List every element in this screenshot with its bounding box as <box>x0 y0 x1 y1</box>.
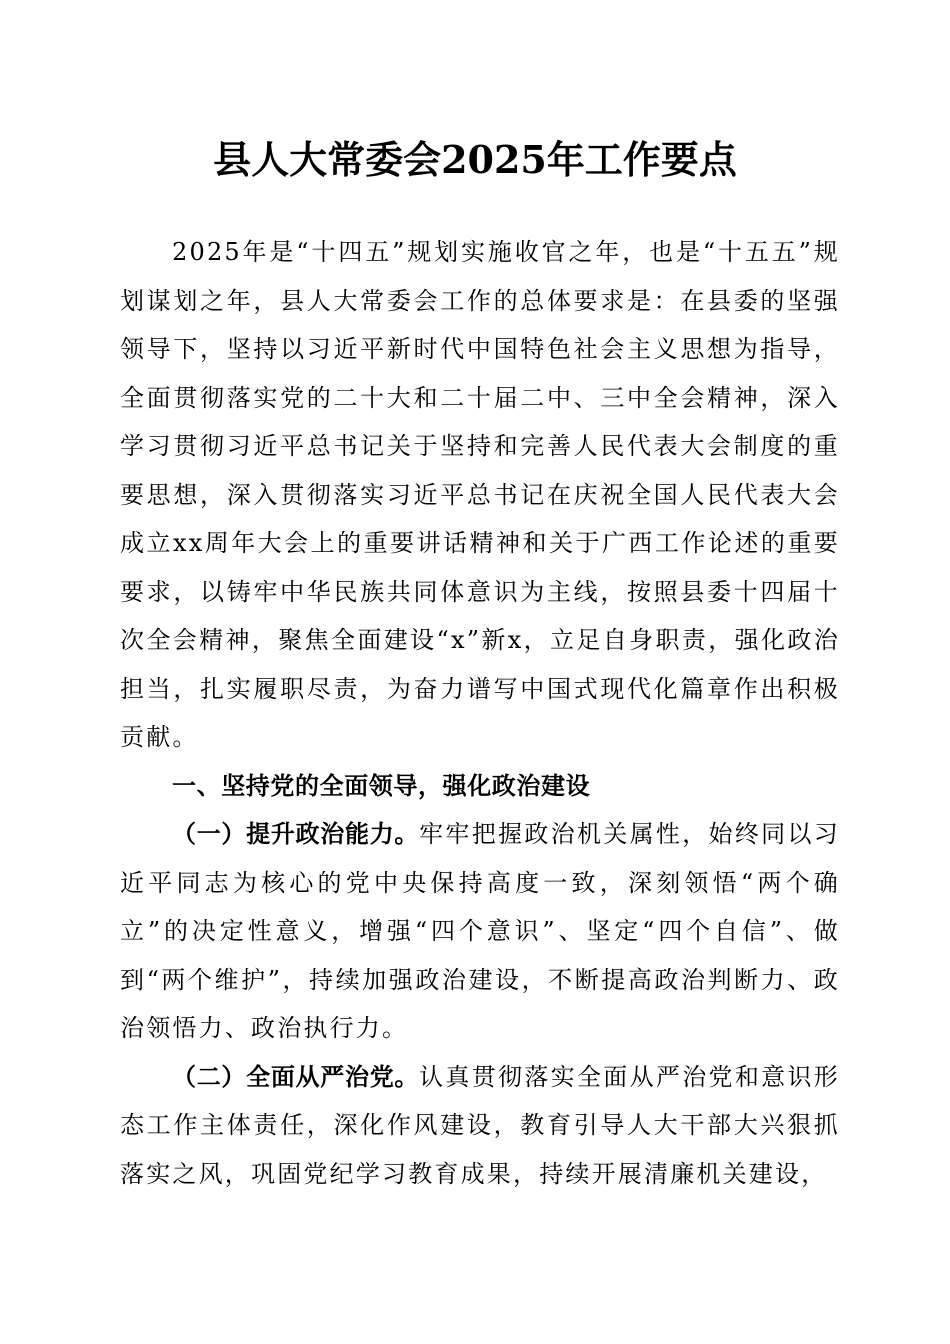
section-item-1-title: （一）提升政治能力。 <box>172 820 420 848</box>
section-heading-1: 一、坚持党的全面领导，强化政治建设 <box>172 771 591 800</box>
section-item-2 <box>120 1053 840 1199</box>
section-item-1-text: 牢牢把握政治机关属性，始终同以习近平同志为核心的党中央保持高度一致，深刻领悟“两个确立”的决定性意义，增强“四个意识”、坚定“四个自信”、做到“两个维护”，持续加强政治建设，不断提高政治判断力、政治领悟力、政治执行力。 <box>120 820 841 1042</box>
section-item-2-title: （二）全面从严治党。 <box>172 1062 420 1091</box>
section-item-2-text: 认真贯彻落实全面从严治党和意识形态工作主体责任，深化作风建设，教育引导人大干部大兴狠抓落实之风，巩固党纪学习教育成果，持续开展清廉机关建设， <box>120 1062 841 1188</box>
document-body <box>120 228 840 1198</box>
intro-paragraph: 2025年是“十四五”规划实施收官之年，也是“十五五”规划谋划之年，县人大常委会工作的总体要求是：在县委的坚强领导下，坚持以习近平新时代中国特色社会主义思想为指导，全面贯彻落实党的二十大和二十届二中、三中全会精神，深入学习贯彻习近平总书记关于坚持和完善人民代表大会制度的重要思想，深入贯彻落实习近平总书记在庆祝全国人民代表大会成立xx周年大会上的重要讲话精神和关于广西工作论述的重要要求，以铸牢中华民族共同体意识为主线，按照县委十四届十次全会精神，聚焦全面建设“x”新x，立足自身职责，强化政治担当，扎实履职尽责，为奋力谱写中国式现代化篇章作出积极贡献。 <box>120 238 840 751</box>
document-title: 县人大常委会2025年工作要点 <box>213 137 737 182</box>
section-item-1 <box>120 810 840 1053</box>
